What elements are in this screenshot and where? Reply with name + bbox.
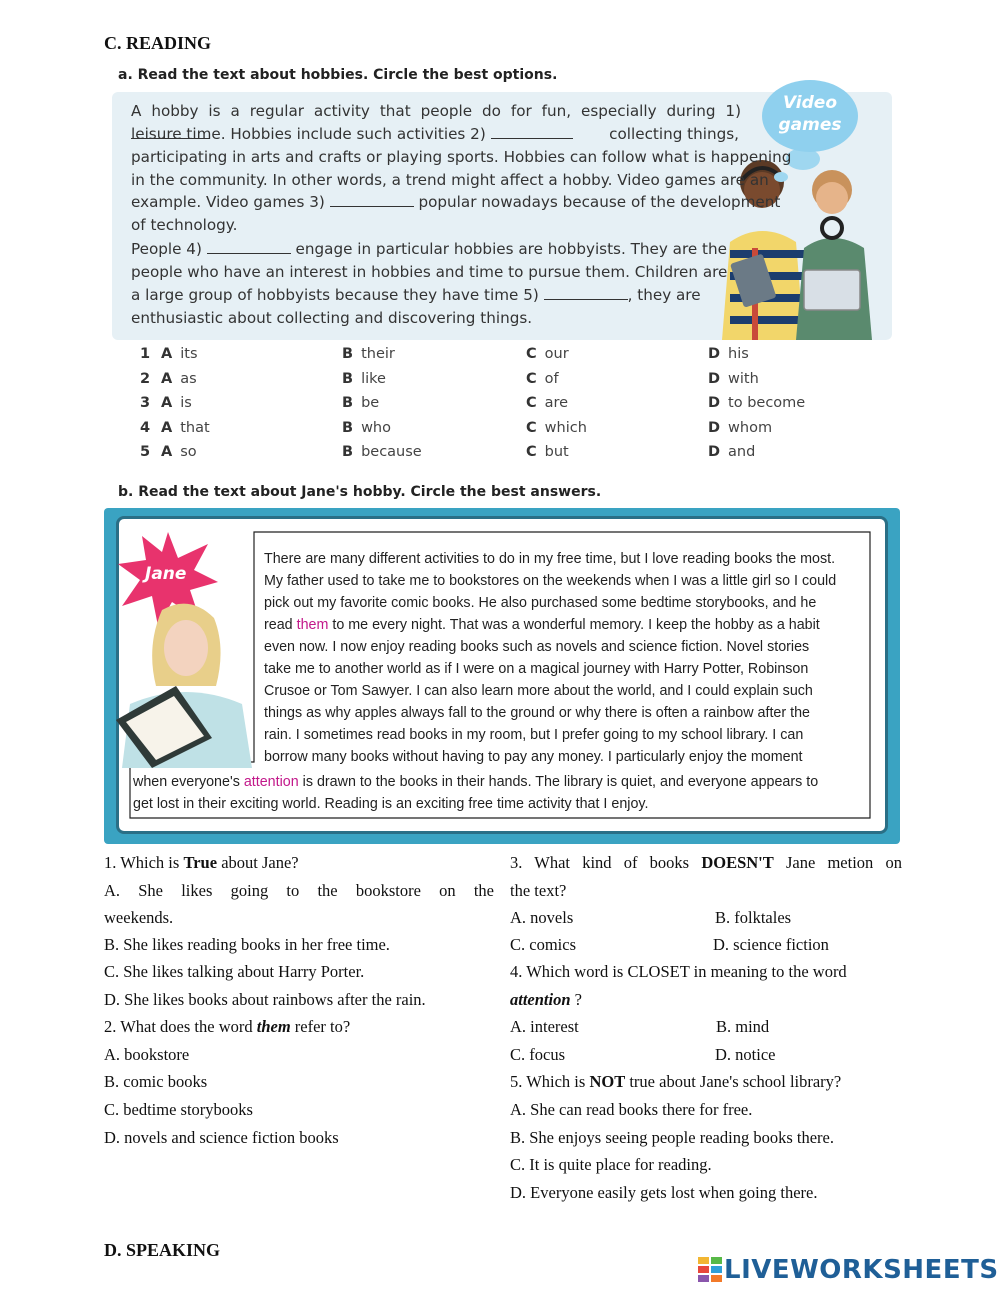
option-5-b[interactable]	[342, 444, 422, 460]
option-text: who	[361, 419, 391, 436]
option-5-d[interactable]	[708, 444, 755, 460]
option-letter: B	[342, 395, 354, 411]
option-letter: A	[161, 395, 173, 411]
passage-b-line: borrow many books without having to pay any money. I particularly enjoy the moment	[264, 749, 803, 765]
q3-option-a[interactable]: A. novels	[510, 908, 574, 927]
option-number: 4	[140, 419, 151, 436]
passage-b-line: get lost in their exciting world. Reading is an exciting free time activity that I enjoy.	[133, 796, 649, 812]
passage-b-line: take me to another world as if I were on a magical journey with Harry Potter, Robinson	[264, 661, 809, 677]
video-games-cloud	[762, 80, 858, 152]
option-text: and	[728, 444, 756, 460]
option-text: like	[361, 370, 386, 387]
option-text: so	[180, 444, 197, 460]
section-d-heading: D. SPEAKING	[104, 1240, 221, 1260]
passage-a-line: People 4) engage in particular hobbies are hobbyists. They are the	[131, 240, 727, 258]
option-letter: D	[708, 395, 721, 411]
cloud-dot	[774, 172, 788, 182]
option-3-b[interactable]	[342, 395, 379, 411]
passage-b-line: There are many different activities to do in my free time, but I love reading books the most.	[264, 551, 836, 567]
option-letter: C	[526, 346, 537, 362]
option-5-c[interactable]	[526, 444, 569, 460]
blank-4[interactable]	[207, 241, 291, 254]
passage-b-line: things as why apples always fall to the ground or why there is often a rainbow after the	[264, 705, 810, 721]
passage-a-line: in the community. In other words, a trend might affect a hobby. Video games are an	[131, 171, 769, 189]
option-letter: D	[708, 419, 721, 436]
q4-option-a[interactable]: A. interest	[510, 1017, 579, 1036]
option-text: is	[180, 395, 192, 411]
passage-a-line: leisure time. Hobbies include such activities 2) collecting things,	[131, 125, 739, 143]
passage-b-line: pick out my favorite comic books. He also purchased some bedtime storybooks, and he	[264, 595, 817, 611]
passage-b-line: even now. I now enjoy reading books such as novels and science fiction. Novel stories	[264, 639, 810, 655]
option-2-b[interactable]	[342, 371, 386, 387]
option-4-b[interactable]	[342, 420, 391, 436]
option-letter: B	[342, 419, 354, 436]
option-text: of	[544, 370, 559, 387]
passage-b-line: read them to me every night. That was a wonderful memory. I keep the hobby as a habit	[264, 617, 820, 633]
option-letter: D	[708, 370, 721, 387]
question-5-stem: 5. Which is NOT true about Jane's school library?	[510, 1072, 842, 1091]
option-letter: B	[342, 444, 354, 460]
option-letter: C	[526, 370, 537, 387]
option-letter: C	[526, 444, 537, 460]
option-text: his	[728, 346, 749, 362]
q1-option-c[interactable]: C. She likes talking about Harry Porter.	[104, 962, 365, 981]
q3-option-c[interactable]: C. comics	[510, 935, 576, 954]
option-letter: C	[526, 395, 537, 411]
liveworksheets-logo[interactable]	[698, 1255, 999, 1285]
question-4-stem: 4. Which word is CLOSET in meaning to the word	[510, 962, 847, 981]
option-number: 1	[140, 346, 151, 362]
option-1-b[interactable]	[342, 346, 395, 362]
q3-option-d[interactable]: D. science fiction	[713, 935, 829, 954]
option-text: be	[361, 395, 380, 411]
q2-option-c[interactable]: C. bedtime storybooks	[104, 1100, 253, 1119]
option-4-d[interactable]	[708, 420, 772, 436]
option-letter: B	[342, 346, 354, 362]
q2-option-d[interactable]: D. novels and science fiction books	[104, 1128, 339, 1147]
jane-label: Jane	[145, 564, 187, 584]
option-letter: A	[161, 444, 173, 460]
option-text: with	[728, 370, 759, 387]
passage-a-line: people who have an interest in hobbies and time to pursue them. Children are	[131, 263, 728, 281]
passage-a-line: a large group of hobbyists because they have time 5) , they are	[131, 286, 701, 304]
part-a-instruction: a. Read the text about hobbies. Circle the best options.	[118, 67, 558, 83]
jane-illustration	[112, 600, 258, 768]
passage-b-line: when everyone's attention is drawn to the books in their hands. The library is quiet, and everyone appears to	[133, 774, 819, 790]
option-text: which	[544, 419, 587, 436]
option-text: are	[544, 395, 569, 411]
option-3-d[interactable]	[708, 395, 805, 411]
part-b-instruction: b. Read the text about Jane's hobby. Circle the best answers.	[118, 484, 602, 500]
option-2-d[interactable]	[708, 371, 759, 387]
option-number: 5	[140, 444, 151, 460]
q5-option-d[interactable]: D. Everyone easily gets lost when going there.	[510, 1183, 818, 1202]
q1-option-d[interactable]: D. She likes books about rainbows after the rain.	[104, 990, 426, 1009]
option-letter: A	[161, 419, 173, 436]
option-text: but	[544, 444, 569, 460]
option-2-c[interactable]	[526, 371, 559, 387]
q2-option-a[interactable]: A. bookstore	[104, 1045, 190, 1064]
passage-b-line: rain. I sometimes read books in my room, but I prefer going to my school library. I can	[264, 727, 804, 743]
option-letter: A	[161, 370, 173, 387]
section-c-heading: C. READING	[104, 33, 212, 53]
question-3-stem-cont: the text?	[510, 881, 567, 900]
option-letter: C	[526, 419, 537, 436]
cloud-label: Video games	[778, 93, 842, 135]
option-5-a[interactable]	[161, 444, 197, 460]
option-letter: D	[708, 346, 721, 362]
q1-option-a-cont[interactable]: weekends.	[104, 908, 174, 927]
option-text: to become	[728, 395, 806, 411]
highlight-them: them	[296, 617, 329, 633]
option-3-a[interactable]	[161, 395, 192, 411]
option-1-c[interactable]	[526, 346, 569, 362]
q5-option-c[interactable]: C. It is quite place for reading.	[510, 1155, 712, 1174]
passage-a-line: of technology.	[131, 216, 238, 234]
passage-b-line: Crusoe or Tom Sawyer. I can also learn more about the world, and I could explain such	[264, 683, 813, 699]
option-4-a[interactable]	[161, 420, 210, 436]
blank-3[interactable]	[330, 194, 414, 207]
option-letter: D	[708, 444, 721, 460]
option-number: 2	[140, 370, 151, 387]
passage-a-line: enthusiastic about collecting and discovering things.	[131, 309, 533, 327]
option-number: 3	[140, 395, 151, 411]
option-2-a[interactable]	[161, 371, 197, 387]
passage-a-line: example. Video games 3) popular nowadays because of the development	[131, 193, 781, 211]
q2-option-b[interactable]: B. comic books	[104, 1072, 208, 1091]
option-letter: B	[342, 370, 354, 387]
q4-option-d[interactable]: D. notice	[715, 1045, 776, 1064]
q4-option-c[interactable]: C. focus	[510, 1045, 565, 1064]
option-text: as	[180, 370, 197, 387]
option-text: our	[544, 346, 569, 362]
q4-option-b[interactable]: B. mind	[716, 1017, 770, 1036]
question-3-stem: 3. What kind of books DOESN'T Jane metion on	[510, 853, 902, 872]
option-text: their	[361, 346, 395, 362]
option-4-c[interactable]	[526, 420, 587, 436]
question-1-stem: 1. Which is True about Jane?	[104, 853, 299, 872]
blank-5[interactable]	[544, 287, 628, 300]
logo-text: LIVEWORKSHEETS	[724, 1255, 999, 1285]
option-1-d[interactable]	[708, 346, 749, 362]
logo-icon	[698, 1257, 722, 1283]
question-2-stem: 2. What does the word them refer to?	[104, 1017, 351, 1036]
passage-b-line: My father used to take me to bookstores on the weekends when I was a little girl so I could	[264, 573, 837, 589]
highlight-attention: attention	[243, 774, 299, 790]
q5-option-b[interactable]: B. She enjoys seeing people reading books there.	[510, 1128, 834, 1147]
option-text: whom	[728, 419, 773, 436]
option-text: because	[361, 444, 422, 460]
q3-option-b[interactable]: B. folktales	[715, 908, 792, 927]
question-4-stem-cont: attention ?	[510, 990, 582, 1009]
option-3-c[interactable]	[526, 395, 568, 411]
option-text: that	[180, 419, 210, 436]
passage-a-line: A hobby is a regular activity that people do for fun, especially during 1)	[131, 100, 741, 145]
option-letter: A	[161, 346, 173, 362]
option-1-a[interactable]	[161, 346, 198, 362]
blank-2[interactable]	[491, 126, 573, 139]
q1-option-a[interactable]: A. She likes going to the bookstore on the	[104, 881, 494, 900]
q1-option-b[interactable]: B. She likes reading books in her free time.	[104, 935, 390, 954]
q5-option-a[interactable]: A. She can read books there for free.	[510, 1100, 753, 1119]
option-text: its	[180, 346, 198, 362]
passage-a-line: participating in arts and crafts or playing sports. Hobbies can follow what is happening	[131, 148, 792, 166]
